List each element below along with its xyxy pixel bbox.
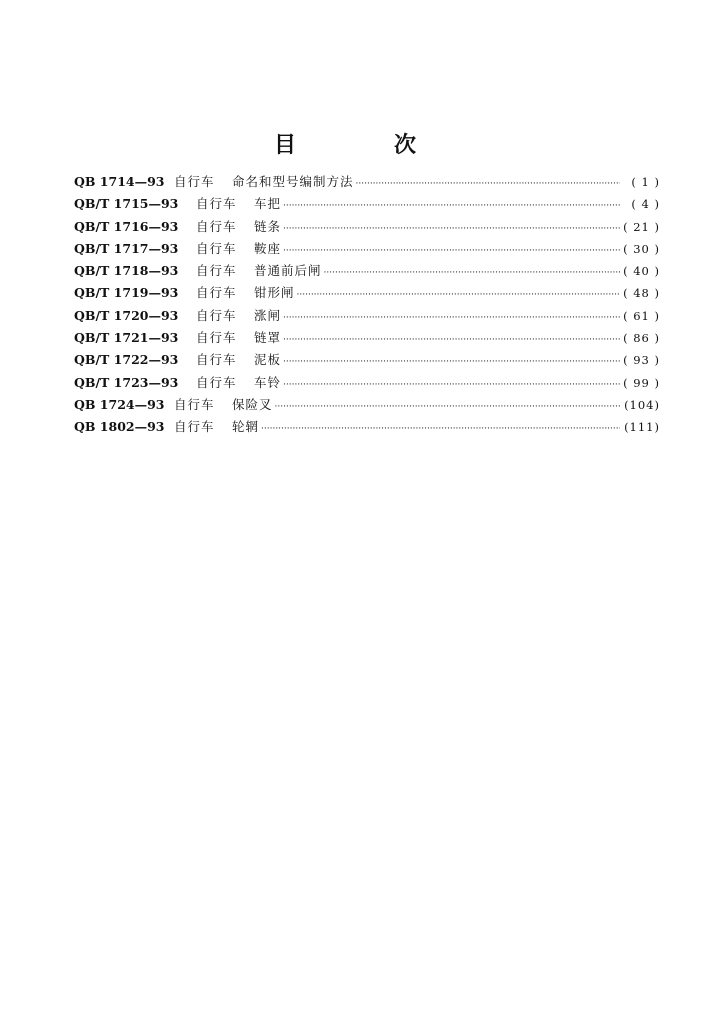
page-number: ( 30 ) [623, 241, 660, 256]
table-of-contents [74, 172, 660, 440]
page-number: ( 93 ) [623, 353, 660, 368]
entry-title: 车铃 [254, 374, 282, 390]
entry-category: 自行车 [174, 396, 215, 412]
page-number: (111) [624, 420, 660, 435]
entry-category: 自行车 [196, 330, 237, 346]
dot-leader [283, 380, 620, 390]
standard-code: QB/T 1716—93 [74, 218, 179, 234]
toc-entry [74, 373, 660, 395]
toc-entry [74, 172, 660, 194]
entry-title: 命名和型号编制方法 [232, 174, 354, 189]
entry-category: 自行车 [196, 240, 237, 256]
toc-entry [74, 283, 660, 305]
entry-title: 链条 [254, 218, 282, 234]
page-number: ( 99 ) [623, 375, 660, 390]
entry-title: 轮辋 [232, 419, 260, 435]
standard-code: QB/T 1717—93 [74, 240, 179, 256]
dot-leader [283, 335, 620, 345]
dot-leader [356, 179, 620, 189]
dot-leader [324, 268, 620, 278]
entry-title: 普通前后闸 [254, 263, 322, 279]
toc-entry [74, 217, 660, 239]
toc-entry [74, 261, 660, 283]
toc-entry [74, 239, 660, 261]
page-number: ( 48 ) [623, 286, 660, 301]
standard-code: QB/T 1723—93 [74, 374, 179, 390]
entry-title: 涨闸 [254, 307, 282, 323]
entry-category: 自行车 [196, 196, 237, 212]
page-title: 目 次 [273, 132, 454, 158]
entry-title: 保险叉 [232, 396, 273, 412]
standard-code: QB/T 1719—93 [74, 285, 179, 301]
entry-category: 自行车 [174, 174, 215, 189]
page-number: (104) [624, 397, 660, 412]
entry-category: 自行车 [196, 374, 237, 390]
dot-leader [261, 424, 620, 434]
standard-code: QB/T 1718—93 [74, 263, 179, 279]
page-number: ( 4 ) [631, 197, 660, 212]
entry-category: 自行车 [174, 419, 215, 435]
standard-code: QB/T 1721—93 [74, 330, 179, 346]
dot-leader [283, 201, 620, 211]
page-number: ( 21 ) [623, 219, 660, 234]
entry-title: 链罩 [254, 330, 282, 346]
page-number: ( 86 ) [623, 331, 660, 346]
standard-code: QB 1724—93 [74, 396, 165, 412]
entry-title: 车把 [254, 196, 282, 212]
entry-category: 自行车 [196, 218, 237, 234]
dot-leader [283, 224, 620, 234]
toc-entry [74, 350, 660, 372]
entry-title: 鞍座 [254, 240, 282, 256]
toc-entry [74, 417, 660, 439]
entry-title: 泥板 [254, 352, 282, 368]
dot-leader [283, 246, 620, 256]
standard-code: QB/T 1715—93 [74, 196, 179, 212]
standard-code: QB/T 1722—93 [74, 352, 179, 368]
toc-entry [74, 194, 660, 216]
entry-category: 自行车 [196, 352, 237, 368]
entry-category: 自行车 [196, 263, 237, 279]
entry-category: 自行车 [196, 285, 237, 301]
page-number: ( 1 ) [631, 175, 660, 189]
entry-title: 钳形闸 [254, 285, 295, 301]
dot-leader [297, 290, 620, 300]
toc-entry [74, 328, 660, 350]
dot-leader [283, 357, 620, 367]
page-number: ( 61 ) [623, 308, 660, 323]
standard-code: QB/T 1720—93 [74, 307, 179, 323]
toc-entry [74, 395, 660, 417]
standard-code: QB 1802—93 [74, 419, 165, 435]
dot-leader [275, 402, 620, 412]
standard-code: QB 1714—93 [74, 174, 165, 189]
page-number: ( 40 ) [623, 264, 660, 279]
toc-entry [74, 306, 660, 328]
dot-leader [283, 313, 620, 323]
entry-category: 自行车 [196, 307, 237, 323]
